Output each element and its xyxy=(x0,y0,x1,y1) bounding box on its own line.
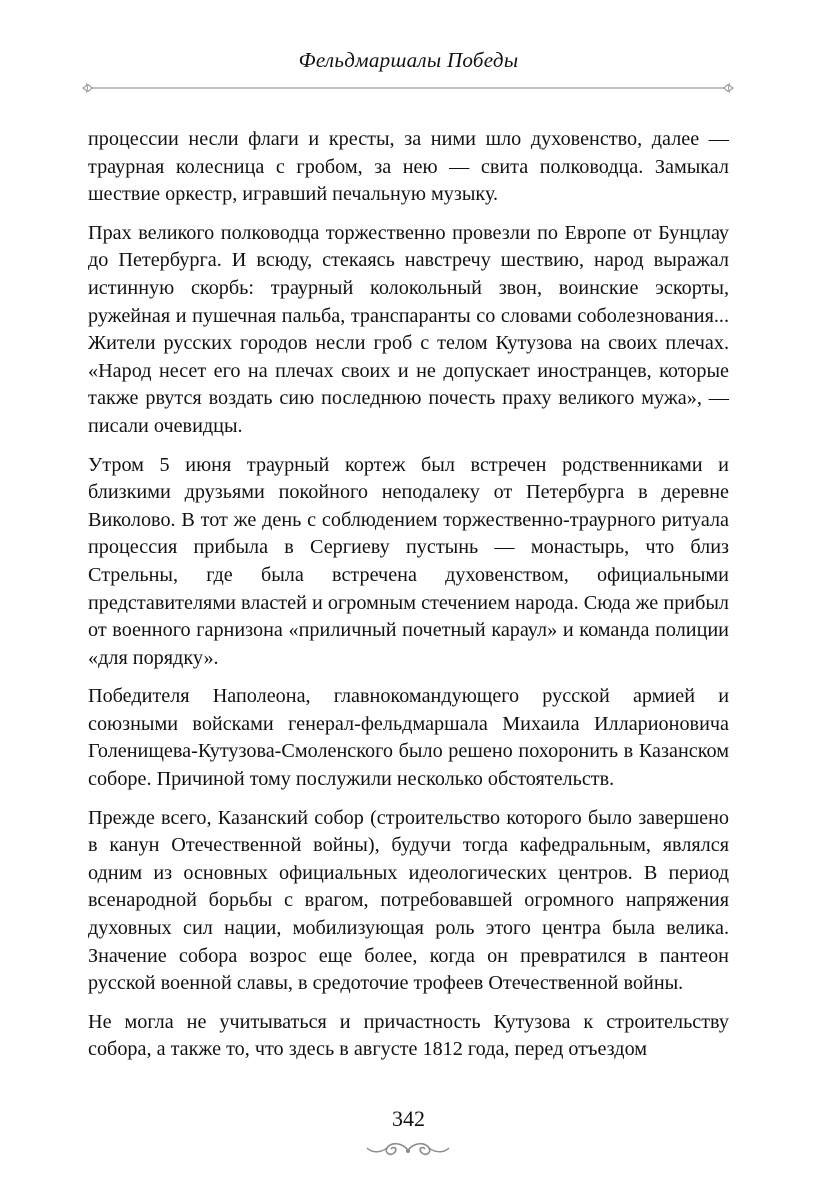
footer-flourish-icon xyxy=(363,1138,453,1162)
page-number: 342 xyxy=(392,1106,425,1131)
main-text xyxy=(88,126,729,1075)
running-title: Фельдмаршалы Победы xyxy=(298,48,519,72)
paragraph: процессии несли флаги и кресты, за ними шло духовенство, далее — траурная колесница с гробом, за нею — свита полководца. Замыкал шествие оркестр, игравший печальную музыку. xyxy=(88,128,729,206)
paragraph: Не могла не учитываться и причастность Кутузова к строительству собора, а также то, что здесь в августе 1812 года, перед отъездом xyxy=(88,1010,729,1061)
header-ornamental-rule xyxy=(82,82,734,94)
paragraph: Утром 5 июня траурный кортеж был встречен родственниками и близкими друзьями покойного неподалеку от Петербурга в деревне Виколово. В тот же день с соблюдением торжественно-траурного ритуала процессия прибыла в Сергиеву пустынь — монастырь, что близ Стрельны, где была встречена духовенством, официальными представителями властей и огромным стечением народа. Сюда же прибыл от военного гарнизона «приличный почетный караул» и команда полиции «для порядку». xyxy=(88,453,729,669)
paragraph: Прах великого полководца торжественно провезли по Европе от Бунцлау до Петербурга. И всюду, стекаясь навстречу шествию, народ выражал истинную скорбь: траурный колокольный звон, воинские эскорты, ружейная и пушечная пальба, транспаранты со словами соболезнования... Жители русских городов несли гроб с телом Кутузова на своих плечах. «Народ несет его на плечах своих и не допускает иностранцев, которые также рвутся воздать сию последнюю почесть праху великого мужа», — писали очевидцы. xyxy=(88,221,729,437)
paragraph: Прежде всего, Казанский собор (строительство которого было завершено в канун Отечественной войны), будучи тогда кафедральным, являлся одним из основных официальных идеологических центров. В период всенародной борьбы с врагом, потребовавшей огромного напряжения духовных сил нации, мобилизующая роль этого центра была велика. Значение собора возрос еще более, когда он превратился в пантеон русской военной славы, в средоточие трофеев Отечественной войны. xyxy=(88,806,729,995)
paragraph: Победителя Наполеона, главнокомандующего русской армией и союзными войсками генерал-фельдмаршала Михаила Илларионовича Голенищева-Кутузова-Смоленского было решено похоронить в Казанском соборе. Причиной тому послужили несколько обстоятельств. xyxy=(88,685,729,791)
